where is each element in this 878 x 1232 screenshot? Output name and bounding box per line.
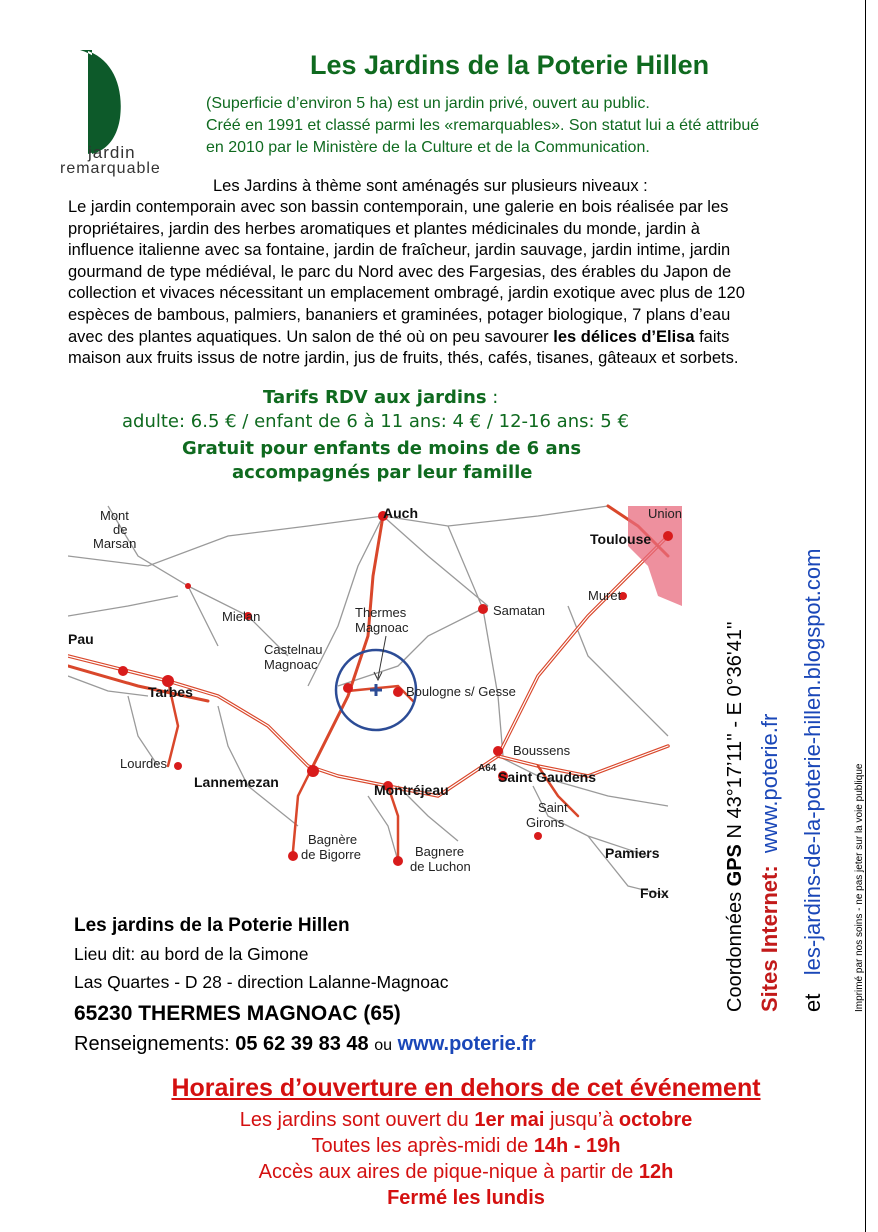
print-notice: Imprimé par nos soins - ne pas jeter sur la voie publique	[854, 763, 865, 1012]
hours-text: Les jardins sont ouvert du	[239, 1109, 475, 1131]
page-right-rule	[865, 0, 866, 1232]
website-link[interactable]: www.poterie.fr	[397, 1033, 536, 1055]
address-zip: 65230 THERMES MAGNOAC (65)	[74, 1002, 401, 1025]
description-text: avec des plantes aquatiques. Un salon de thé où on peu savourer	[68, 327, 554, 346]
map-label-bagnere-luchon: Bagnere	[415, 844, 465, 859]
map-label-auch: Auch	[383, 505, 418, 521]
delices-elisa: les délices d’Elisa	[553, 327, 695, 346]
hours-time: 14h - 19h	[533, 1135, 621, 1157]
map-label-lannemezan: Lannemezan	[194, 774, 279, 790]
logo-text-remarquable: remarquable	[60, 160, 161, 177]
hours-text: jusqu’à	[544, 1109, 619, 1131]
address-info	[74, 1033, 536, 1056]
map-label-muret: Muret	[588, 588, 622, 603]
hours-line-4: Fermé les lundis	[387, 1187, 545, 1209]
phone-number[interactable]: 05 62 39 83 48	[235, 1033, 369, 1055]
location-map	[68, 496, 682, 906]
map-label-thermes: Thermes	[355, 605, 407, 620]
info-label: Renseignements:	[74, 1033, 236, 1055]
map-label-foix: Foix	[640, 885, 669, 901]
logo-text-jardin: jardin	[88, 143, 136, 162]
description-line: maison aux fruits issus de notre jardin, jus de fruits, thés, cafés, tisanes, gâteaux et sorbets.	[68, 349, 739, 368]
tarifs-heading	[263, 387, 498, 408]
hours-text: Accès aux aires de pique-nique à partir de	[258, 1161, 639, 1183]
site-url-2[interactable]: les-jardins-de-la-poterie-hillen.blogspot.com	[800, 548, 825, 976]
map-label-boulogne: Boulogne s/ Gesse	[406, 684, 516, 699]
map-label-bagnere: Bagnère	[308, 832, 358, 847]
map-label-girons: Girons	[526, 815, 565, 830]
tarifs-prices: adulte: 6.5 € / enfant de 6 à 11 ans: 4 € / 12-16 ans: 5 €	[122, 411, 629, 432]
description-line-7	[68, 327, 858, 349]
description-line: collection et vivaces nécessitant un emplacement ombragé, jardin exotique avec plus de 120	[68, 284, 745, 303]
sites-internet	[757, 714, 783, 1012]
gps-coordinates	[724, 621, 747, 1012]
address-quartes: Las Quartes - D 28 - direction Lalanne-Magnoac	[74, 972, 449, 992]
map-label-marsan: Marsan	[93, 536, 137, 551]
map-label-de-bigorre: de Bigorre	[301, 847, 361, 862]
tarifs-title: Tarifs RDV aux jardins	[263, 387, 487, 408]
hours-line-1	[116, 1109, 816, 1132]
map-label-samatan: Samatan	[493, 603, 546, 618]
hours-text: Toutes les après-midi de	[311, 1135, 534, 1157]
hours-start: 1er mai	[474, 1109, 545, 1131]
address-lieu: Lieu dit: au bord de la Gimone	[74, 944, 309, 964]
map-label-tarbes: Tarbes	[148, 684, 193, 700]
hours-end: octobre	[618, 1109, 693, 1131]
et-text: et	[800, 993, 825, 1012]
page-title: Les Jardins de la Poterie Hillen	[310, 50, 710, 80]
description-body	[68, 197, 858, 370]
description-text: faits	[694, 327, 730, 346]
hours-line-3	[116, 1161, 816, 1184]
intro-line-1: (Superficie d’environ 5 ha) est un jardin privé, ouvert au public.	[206, 95, 650, 112]
map-label-a64: A64	[478, 763, 497, 774]
map-label-saint-gaudens: Saint Gaudens	[498, 769, 597, 785]
tarifs-free-line-2: accompagnés par leur famille	[232, 462, 533, 483]
description-line: influence italienne avec sa fontaine, jardin de fraîcheur, jardin sauvage, jardin intime, jardin	[68, 241, 731, 260]
gps-value: N 43°17’11'' - E 0°36'41''	[724, 621, 746, 845]
map-label-montrejeau: Montréjeau	[374, 782, 449, 798]
map-label-castelnau-magnoac: Magnoac	[264, 657, 318, 672]
gps-label: Coordonnées	[724, 886, 746, 1012]
description-lead: Les Jardins à thème sont aménagés sur plusieurs niveaux :	[213, 177, 648, 195]
map-label-mielan: Mielan	[222, 609, 261, 624]
picnic-time: 12h	[638, 1161, 674, 1183]
map-label-de-luchon: de Luchon	[410, 859, 471, 874]
intro-line-3: en 2010 par le Ministère de la Culture et de la Communication.	[206, 139, 650, 156]
sites-label: Sites Internet:	[757, 865, 782, 1012]
address-name: Les jardins de la Poterie Hillen	[74, 915, 350, 936]
sites-internet-2	[800, 549, 826, 1012]
map-label-de: de	[113, 522, 128, 537]
gps-bold: GPS	[724, 844, 746, 887]
map-label-toulouse: Toulouse	[590, 531, 652, 547]
map-label-pamiers: Pamiers	[605, 845, 660, 861]
description-line: Le jardin contemporain avec son bassin contemporain, une galerie en bois réalisée par les	[68, 198, 729, 216]
map-label-mont: Mont	[100, 508, 129, 523]
or-text: ou	[374, 1037, 393, 1054]
hours-line-2	[116, 1135, 816, 1158]
description-line: espèces de bambous, palmiers, bananiers et graminées, potager biologique, 7 plans d’eau	[68, 305, 731, 324]
map-label-boussens: Boussens	[513, 743, 571, 758]
site-url-1[interactable]: www.poterie.fr	[757, 713, 782, 854]
tarifs-title-suffix: :	[486, 387, 499, 408]
hours-title: Horaires d’ouverture en dehors de cet événement	[171, 1074, 761, 1102]
description-line: gourmand de type médiéval, le parc du Nord avec des Fargesias, des érables du Japon de	[68, 262, 732, 281]
map-label-union: Union	[648, 506, 682, 521]
description-line: propriétaires, jardin des herbes aromatiques et plantes médicinales du monde, jardin à	[68, 219, 700, 238]
intro-line-2: Créé en 1991 et classé parmi les «remarquables». Son statut lui a été attribué	[206, 117, 760, 134]
tarifs-free-line-1: Gratuit pour enfants de moins de 6 ans	[182, 438, 582, 459]
map-label-saint: Saint	[538, 800, 568, 815]
map-label-castelnau: Castelnau	[264, 642, 323, 657]
map-label-magnoac: Magnoac	[355, 620, 409, 635]
map-label-pau: Pau	[68, 631, 94, 647]
map-label-lourdes: Lourdes	[120, 756, 167, 771]
